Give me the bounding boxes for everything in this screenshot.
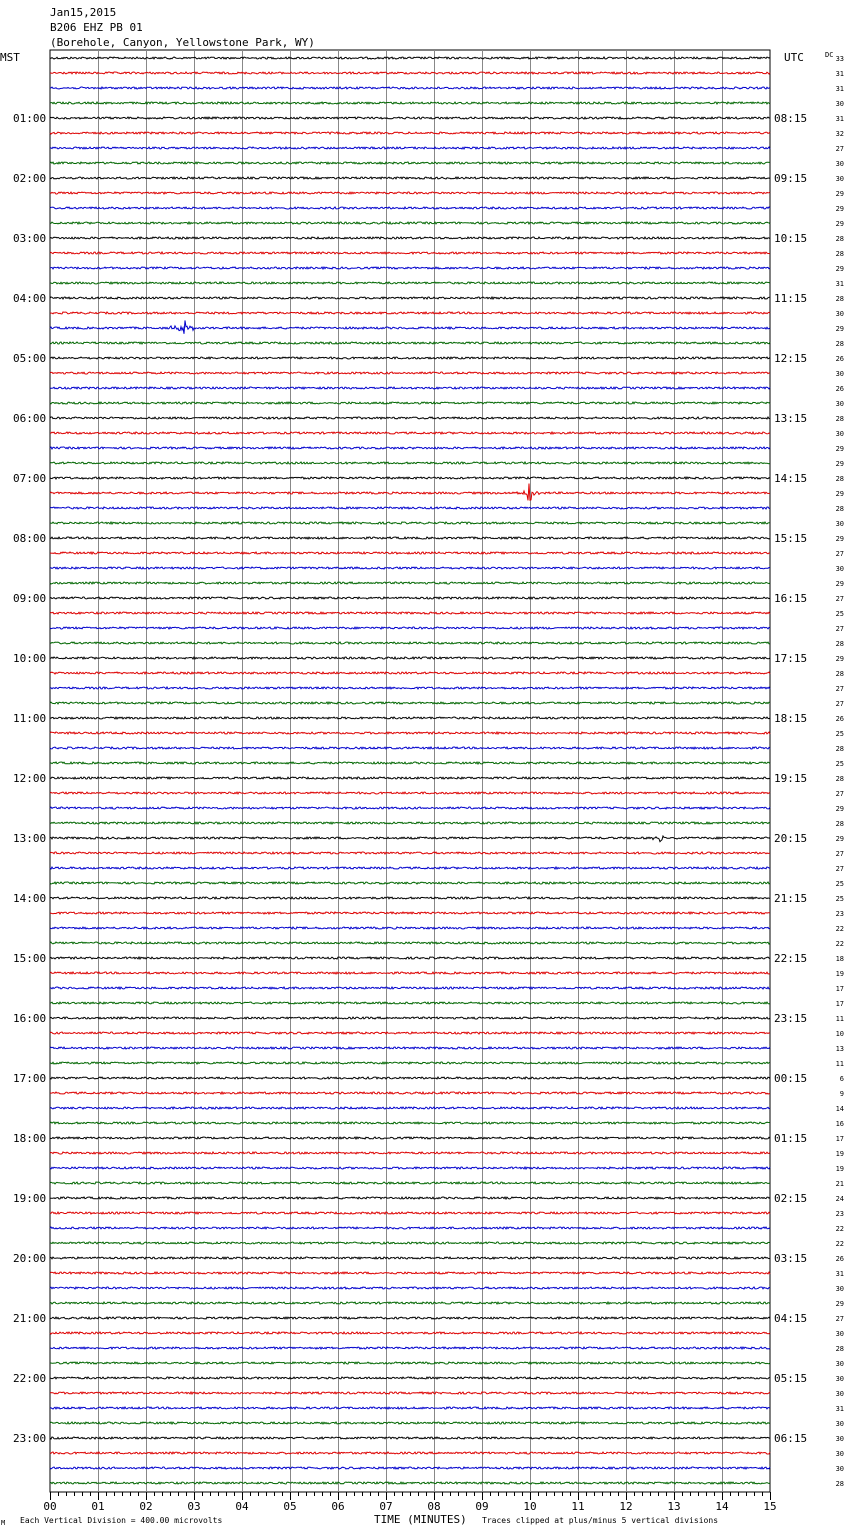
trace-row <box>50 312 770 314</box>
trace-row <box>50 777 770 779</box>
mst-hour-label: 13:00 <box>13 832 47 845</box>
dc-offset-label: 30 <box>835 565 844 573</box>
trace-row <box>50 267 770 269</box>
trace-row <box>50 132 770 134</box>
chart-header <box>0 6 833 64</box>
dc-offset-label: 30 <box>835 1450 844 1458</box>
x-tick-label: 01 <box>91 1500 105 1513</box>
dc-offset-label: 27 <box>835 625 844 633</box>
x-tick-label: 04 <box>235 1500 249 1513</box>
trace-row <box>50 537 770 539</box>
x-axis-title: TIME (MINUTES) <box>374 1513 467 1526</box>
dc-offset-label: 27 <box>835 700 844 708</box>
trace-row <box>50 732 770 734</box>
dc-offset-label: 28 <box>835 415 844 423</box>
mst-hour-label: 02:00 <box>13 172 47 185</box>
x-tick-label: 08 <box>427 1500 441 1513</box>
dc-offset-label: 29 <box>835 265 844 273</box>
dc-offset-label: 28 <box>835 475 844 483</box>
dc-offset-label: 27 <box>835 595 844 603</box>
dc-offset-label: 29 <box>835 325 844 333</box>
trace-row <box>50 282 770 284</box>
dc-offset-label: 19 <box>835 970 844 978</box>
trace-row <box>50 507 770 509</box>
trace-row <box>50 836 770 842</box>
dc-offset-label: 28 <box>835 820 844 828</box>
trace-row <box>50 567 770 569</box>
x-tick-label: 09 <box>475 1500 489 1513</box>
dc-offset-label: 29 <box>835 190 844 198</box>
time-grid <box>50 50 770 1492</box>
dc-offset-label: 27 <box>835 790 844 798</box>
dc-offset-label: 27 <box>835 550 844 558</box>
trace-row <box>50 372 770 374</box>
trace-row <box>50 1092 770 1094</box>
corner-mark: M <box>1 1519 6 1527</box>
dc-offset-label: 31 <box>835 115 844 123</box>
utc-hour-label: 11:15 <box>774 292 808 305</box>
dc-offset-label: 31 <box>835 1405 844 1413</box>
x-tick-label: 02 <box>139 1500 153 1513</box>
trace-row <box>50 462 770 464</box>
utc-hour-label: 06:15 <box>774 1432 808 1445</box>
dc-offset-label: 31 <box>835 1270 844 1278</box>
dc-offset-label: 13 <box>835 1045 844 1053</box>
trace-row <box>50 402 770 404</box>
x-tick-label: 07 <box>379 1500 393 1513</box>
mst-hour-label: 21:00 <box>13 1312 47 1325</box>
trace-row <box>50 747 770 749</box>
dc-offset-label: 26 <box>835 355 844 363</box>
x-tick-label: 12 <box>619 1500 633 1513</box>
trace-row <box>50 807 770 809</box>
utc-hour-label: 00:15 <box>774 1072 808 1085</box>
trace-row <box>50 942 770 944</box>
dc-offset-label: 29 <box>835 535 844 543</box>
dc-offset-label: 28 <box>835 505 844 513</box>
mst-hour-label: 04:00 <box>13 292 47 305</box>
dc-offset-label: 28 <box>835 640 844 648</box>
trace-row <box>50 1302 770 1304</box>
utc-hour-label: 10:15 <box>774 232 808 245</box>
trace-row <box>50 484 770 501</box>
dc-offset-label: 29 <box>835 805 844 813</box>
dc-offset-label: 30 <box>835 100 844 108</box>
dc-offset-label: 30 <box>835 370 844 378</box>
trace-row <box>50 642 770 644</box>
chart-location: (Borehole, Canyon, Yellowstone Park, WY) <box>50 36 315 49</box>
scale-note: Each Vertical Division = 400.00 microvolts <box>20 1516 223 1525</box>
utc-hour-label: 23:15 <box>774 1012 808 1025</box>
mst-hour-label: 10:00 <box>13 652 47 665</box>
trace-row <box>50 717 770 719</box>
dc-offset-label: 28 <box>835 235 844 243</box>
utc-hour-label: 08:15 <box>774 112 808 125</box>
utc-hour-label: 12:15 <box>774 352 808 365</box>
trace-row <box>50 762 770 764</box>
mst-hour-label: 19:00 <box>13 1192 47 1205</box>
x-tick-label: 15 <box>763 1500 777 1513</box>
dc-offset-label: 30 <box>835 1390 844 1398</box>
trace-row <box>50 1242 770 1244</box>
trace-row <box>50 1422 770 1424</box>
trace-row <box>50 252 770 254</box>
utc-hour-label: 14:15 <box>774 472 808 485</box>
utc-hour-label: 20:15 <box>774 832 808 845</box>
utc-hour-label: 22:15 <box>774 952 808 965</box>
dc-offset-label: 29 <box>835 1300 844 1308</box>
dc-offset-label: 16 <box>835 1120 844 1128</box>
utc-hour-label: 01:15 <box>774 1132 808 1145</box>
dc-offset-label: 10 <box>835 1030 844 1038</box>
mst-hour-label: 05:00 <box>13 352 47 365</box>
trace-row <box>50 1467 770 1469</box>
dc-offset-label: 28 <box>835 1480 844 1488</box>
x-tick-label: 14 <box>715 1500 729 1513</box>
trace-row <box>50 822 770 824</box>
trace-row <box>50 1332 770 1334</box>
mst-hour-label: 09:00 <box>13 592 47 605</box>
trace-row <box>50 1017 770 1019</box>
dc-offset-label: 17 <box>835 1135 844 1143</box>
dc-offset-label: 31 <box>835 85 844 93</box>
dc-offset-label: 30 <box>835 1360 844 1368</box>
dc-offset-label: 22 <box>835 925 844 933</box>
trace-row <box>50 237 770 239</box>
mst-hour-label: 08:00 <box>13 532 47 545</box>
dc-offset-label: 30 <box>835 400 844 408</box>
x-tick-label: 13 <box>667 1500 681 1513</box>
trace-row <box>50 102 770 104</box>
utc-hour-label: 16:15 <box>774 592 808 605</box>
trace-row <box>50 117 770 119</box>
trace-row <box>50 192 770 194</box>
dc-label: DC <box>825 51 834 59</box>
dc-offset-label: 28 <box>835 1345 844 1353</box>
mst-hour-label: 20:00 <box>13 1252 47 1265</box>
trace-row <box>50 1077 770 1079</box>
trace-row <box>50 867 770 869</box>
dc-offset-label: 19 <box>835 1150 844 1158</box>
x-tick-label: 03 <box>187 1500 201 1513</box>
dc-offset-label: 14 <box>835 1105 844 1113</box>
dc-offset-label: 27 <box>835 145 844 153</box>
dc-offset-label: 22 <box>835 1240 844 1248</box>
dc-offset-label: 19 <box>835 1165 844 1173</box>
mst-hour-label: 06:00 <box>13 412 47 425</box>
dc-offset-label: 29 <box>835 445 844 453</box>
dc-offset-label: 25 <box>835 730 844 738</box>
x-tick-label: 11 <box>571 1500 585 1513</box>
trace-row <box>50 1137 770 1139</box>
utc-hour-label: 03:15 <box>774 1252 808 1265</box>
dc-offset-label: 27 <box>835 1315 844 1323</box>
trace-row <box>50 147 770 149</box>
mst-hour-label: 12:00 <box>13 772 47 785</box>
chart-date: Jan15,2015 <box>50 6 117 19</box>
trace-row <box>50 852 770 854</box>
trace-row <box>50 987 770 989</box>
trace-row <box>50 1272 770 1274</box>
trace-row <box>50 1452 770 1454</box>
trace-row <box>50 612 770 614</box>
mst-hour-labels <box>13 112 46 1445</box>
mst-hour-label: 11:00 <box>13 712 47 725</box>
trace-row <box>50 1107 770 1109</box>
trace-row <box>50 162 770 164</box>
mst-hour-label: 16:00 <box>13 1012 47 1025</box>
mst-hour-label: 07:00 <box>13 472 47 485</box>
dc-offset-label: 23 <box>835 910 844 918</box>
utc-hour-labels <box>774 112 807 1445</box>
trace-row <box>50 912 770 914</box>
trace-row <box>50 1227 770 1229</box>
trace-row <box>50 627 770 629</box>
trace-row <box>50 927 770 929</box>
trace-row <box>50 207 770 209</box>
dc-offset-label: 26 <box>835 1255 844 1263</box>
utc-hour-label: 15:15 <box>774 532 808 545</box>
utc-hour-label: 04:15 <box>774 1312 808 1325</box>
clip-note: Traces clipped at plus/minus 5 vertical divisions <box>482 1516 719 1525</box>
trace-row <box>50 1197 770 1199</box>
trace-row <box>50 687 770 689</box>
dc-offset-label: 27 <box>835 850 844 858</box>
dc-offset-label: 33 <box>835 55 844 63</box>
dc-offset-label: 29 <box>835 460 844 468</box>
dc-offset-label: 26 <box>835 715 844 723</box>
utc-hour-label: 13:15 <box>774 412 808 425</box>
dc-offset-label: 31 <box>835 70 844 78</box>
trace-row <box>50 1317 770 1319</box>
mst-hour-label: 18:00 <box>13 1132 47 1145</box>
trace-row <box>50 477 770 479</box>
dc-offset-label: 28 <box>835 340 844 348</box>
utc-hour-label: 09:15 <box>774 172 808 185</box>
utc-hour-label: 05:15 <box>774 1372 808 1385</box>
trace-row <box>50 342 770 344</box>
trace-row <box>50 320 770 333</box>
trace-row <box>50 417 770 419</box>
trace-row <box>50 657 770 659</box>
dc-offset-label: 25 <box>835 895 844 903</box>
trace-row <box>50 177 770 179</box>
trace-row <box>50 1047 770 1049</box>
trace-row <box>50 1482 770 1484</box>
dc-offset-label: 23 <box>835 1210 844 1218</box>
trace-row <box>50 87 770 89</box>
dc-offset-label: 28 <box>835 250 844 258</box>
trace-row <box>50 702 770 704</box>
dc-offset-labels <box>836 55 844 1488</box>
dc-offset-label: 17 <box>835 985 844 993</box>
trace-row <box>50 1212 770 1214</box>
dc-offset-label: 29 <box>835 835 844 843</box>
mst-hour-label: 23:00 <box>13 1432 47 1445</box>
trace-row <box>50 387 770 389</box>
dc-offset-label: 28 <box>835 775 844 783</box>
mst-hour-label: 22:00 <box>13 1372 47 1385</box>
dc-offset-label: 30 <box>835 175 844 183</box>
trace-row <box>50 972 770 974</box>
dc-offset-label: 28 <box>835 670 844 678</box>
trace-row <box>50 1152 770 1154</box>
dc-offset-label: 27 <box>835 865 844 873</box>
dc-offset-label: 17 <box>835 1000 844 1008</box>
trace-row <box>50 72 770 74</box>
dc-offset-label: 29 <box>835 655 844 663</box>
dc-offset-label: 9 <box>839 1090 844 1098</box>
x-tick-label: 06 <box>331 1500 345 1513</box>
dc-offset-label: 30 <box>835 520 844 528</box>
trace-row <box>50 57 770 59</box>
chart-station: B206 EHZ PB 01 <box>50 21 143 34</box>
dc-offset-label: 32 <box>835 130 844 138</box>
trace-row <box>50 1362 770 1364</box>
trace-row <box>50 1062 770 1064</box>
utc-hour-label: 18:15 <box>774 712 808 725</box>
trace-row <box>50 1002 770 1004</box>
trace-row <box>50 1287 770 1289</box>
dc-offset-label: 22 <box>835 1225 844 1233</box>
dc-offset-label: 29 <box>835 220 844 228</box>
dc-offset-label: 30 <box>835 1285 844 1293</box>
mst-hour-label: 17:00 <box>13 1072 47 1085</box>
trace-row <box>50 1392 770 1394</box>
left-timezone-label: MST <box>0 51 20 64</box>
dc-offset-label: 30 <box>835 1375 844 1383</box>
utc-hour-label: 02:15 <box>774 1192 808 1205</box>
trace-row <box>50 897 770 899</box>
trace-row <box>50 297 770 299</box>
trace-row <box>50 882 770 884</box>
trace-row <box>50 957 770 959</box>
dc-offset-label: 11 <box>835 1060 844 1068</box>
dc-offset-label: 25 <box>835 610 844 618</box>
x-tick-label: 10 <box>523 1500 537 1513</box>
dc-offset-label: 30 <box>835 160 844 168</box>
trace-row <box>50 1377 770 1379</box>
x-tick-label: 00 <box>43 1500 57 1513</box>
utc-hour-label: 19:15 <box>774 772 808 785</box>
plot-frame <box>50 50 770 1492</box>
mst-hour-label: 14:00 <box>13 892 47 905</box>
dc-offset-label: 25 <box>835 760 844 768</box>
dc-offset-label: 27 <box>835 685 844 693</box>
trace-row <box>50 357 770 359</box>
dc-offset-label: 21 <box>835 1180 844 1188</box>
dc-offset-label: 29 <box>835 580 844 588</box>
trace-row <box>50 1437 770 1439</box>
trace-row <box>50 1407 770 1409</box>
trace-row <box>50 792 770 794</box>
trace-row <box>50 1122 770 1124</box>
trace-row <box>50 1167 770 1169</box>
dc-offset-label: 6 <box>839 1075 844 1083</box>
utc-hour-label: 17:15 <box>774 652 808 665</box>
trace-row <box>50 1182 770 1184</box>
trace-row <box>50 1032 770 1034</box>
trace-row <box>50 222 770 224</box>
dc-offset-label: 18 <box>835 955 844 963</box>
mst-hour-label: 03:00 <box>13 232 47 245</box>
trace-row <box>50 672 770 674</box>
dc-offset-label: 24 <box>835 1195 844 1203</box>
dc-offset-label: 26 <box>835 385 844 393</box>
dc-offset-label: 25 <box>835 880 844 888</box>
trace-row <box>50 1347 770 1349</box>
trace-row <box>50 597 770 599</box>
dc-offset-label: 28 <box>835 745 844 753</box>
right-timezone-label: UTC <box>784 51 804 64</box>
dc-offset-label: 30 <box>835 1330 844 1338</box>
trace-row <box>50 447 770 449</box>
dc-offset-label: 30 <box>835 1420 844 1428</box>
x-tick-label: 05 <box>283 1500 297 1513</box>
dc-offset-label: 30 <box>835 1465 844 1473</box>
trace-row <box>50 582 770 584</box>
dc-offset-label: 30 <box>835 1435 844 1443</box>
trace-row <box>50 522 770 524</box>
utc-hour-label: 21:15 <box>774 892 808 905</box>
trace-row <box>50 1257 770 1259</box>
dc-offset-label: 22 <box>835 940 844 948</box>
dc-offset-label: 30 <box>835 310 844 318</box>
mst-hour-label: 01:00 <box>13 112 47 125</box>
trace-row <box>50 432 770 434</box>
dc-offset-label: 11 <box>835 1015 844 1023</box>
chart-footer <box>1 1513 718 1527</box>
x-axis <box>43 1492 776 1513</box>
trace-row <box>50 552 770 554</box>
seismic-traces <box>50 57 770 1484</box>
dc-offset-label: 31 <box>835 280 844 288</box>
dc-offset-label: 29 <box>835 490 844 498</box>
dc-offset-label: 29 <box>835 205 844 213</box>
dc-offset-label: 28 <box>835 295 844 303</box>
dc-offset-label: 30 <box>835 430 844 438</box>
mst-hour-label: 15:00 <box>13 952 47 965</box>
